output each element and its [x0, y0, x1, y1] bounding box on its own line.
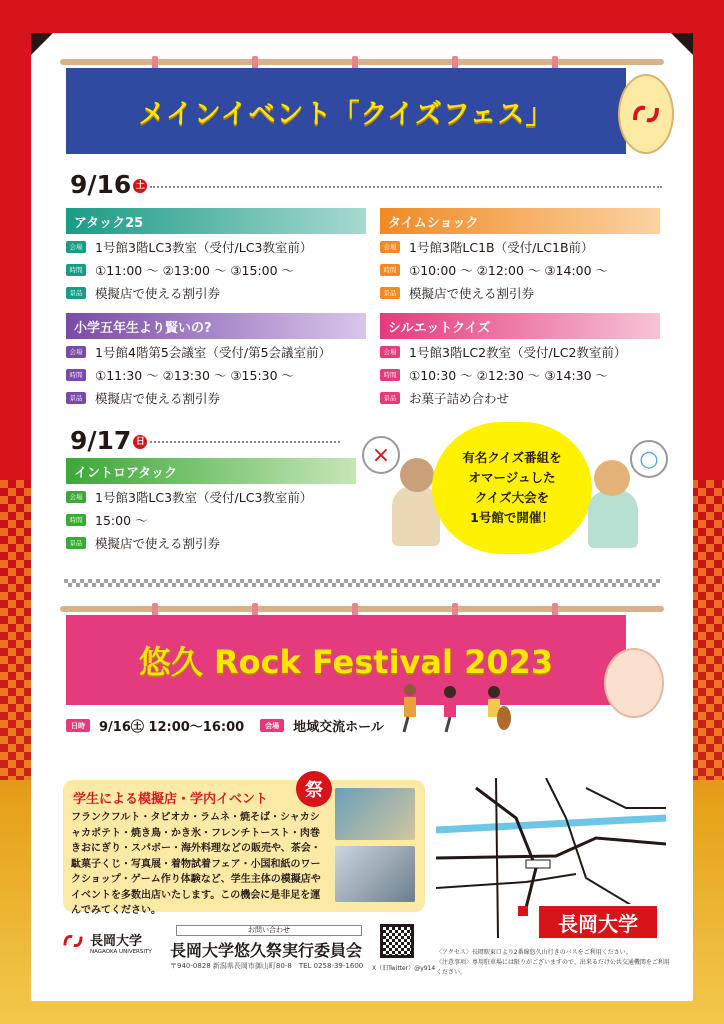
x-handle: X（旧Twitter）@y914: [372, 965, 436, 972]
event-prize: 模擬店で使える割引券: [95, 285, 221, 301]
promo-bubble: 有名クイズ番組を オマージュした クイズ大会を 1号館で開催！: [432, 422, 592, 554]
time-tag: 時間: [66, 369, 86, 381]
contact-label: お問い合わせ: [176, 925, 362, 936]
event-time: ①10:00 ～ ②12:00 ～ ③14:00 ～: [409, 262, 609, 278]
rock-title: 悠久 Rock Festival 2023: [138, 643, 554, 681]
logo-name: 長岡大学: [90, 934, 143, 949]
event-card-silhouette: [380, 313, 660, 408]
okame-mask-icon: [604, 648, 664, 718]
event-prize: お菓子詰め合わせ: [409, 390, 510, 406]
rock-info: [66, 716, 384, 735]
stall-photo-1: [335, 788, 415, 840]
event-title: タイムショック: [388, 215, 479, 231]
rock-date: 9/16㊏ 12:00～16:00: [99, 720, 245, 735]
time-tag: 時間: [380, 369, 400, 381]
qr-code-icon[interactable]: [380, 924, 414, 958]
event-title: イントロアタック: [74, 465, 178, 481]
stalls-title: 学生による模擬店・学内イベント: [73, 792, 269, 807]
correct-sign-icon: ○: [630, 440, 668, 478]
event-card-fifthgrader: [66, 313, 366, 408]
event-venue: 1号館3階LC1B（受付/LC1B前）: [409, 239, 594, 255]
event-venue: 1号館3階LC3教室（受付/LC3教室前）: [95, 239, 313, 255]
quiz-title: メインイベント「クイズフェス」: [138, 98, 554, 130]
venue-tag: 会場: [260, 719, 284, 732]
event-card-intro: [66, 458, 356, 553]
prize-tag: 景品: [380, 287, 400, 299]
venue-tag: 会場: [380, 346, 400, 358]
divider-dots: [150, 186, 662, 188]
person-right-head: [594, 460, 630, 496]
prize-tag: 景品: [66, 537, 86, 549]
corner-tr: [671, 33, 693, 55]
venue-tag: 会場: [66, 491, 86, 503]
stalls-body: フランクフルト・タピオカ・ラムネ・焼そば・シャカシャカポテト・焼き鳥・かき氷・フレンチトースト・肉巻きおにぎり・スパボー・海外料理などの販売や、茶会・駄菓子くじ・写真展・着物試着フェア・小国和紙のワークショップ・ゲーム作り体験など、学生主体の模擬店やイベントを多数出店いたします。この機会に是非足を運んでみてください。: [71, 812, 321, 916]
date-tag: 日時: [66, 719, 90, 732]
access-notes: 〈アクセス〉長岡駅東口より2番線悠久山行きのバスをご利用ください。 〈注意事項〉専用駐車場には限りがございますので、出来るだけ公共交通機関をご利用ください。: [436, 949, 670, 976]
time-tag: 時間: [380, 264, 400, 276]
band-illustration: [398, 682, 528, 734]
date-day2: 9/17 日: [70, 426, 147, 455]
time-tag: 時間: [66, 264, 86, 276]
contact-name: 長岡大学悠久祭実行委員会: [170, 941, 363, 960]
time-tag: 時間: [66, 514, 86, 526]
quiz-banner: [66, 68, 626, 154]
event-time: ①11:30 ～ ②13:30 ～ ③15:30 ～: [95, 367, 295, 383]
event-title: 小学五年生より賢いの?: [74, 320, 212, 336]
corner-tl: [31, 33, 53, 55]
event-time: ①11:00 ～ ②13:00 ～ ③15:00 ～: [95, 262, 295, 278]
venue-tag: 会場: [66, 241, 86, 253]
event-venue: 1号館4階第5会議室（受付/第5会議室前）: [95, 344, 332, 360]
logo-en: NAGAOKA UNIVERSITY: [90, 949, 152, 955]
event-venue: 1号館3階LC3教室（受付/LC3教室前）: [95, 489, 313, 505]
prize-tag: 景品: [66, 287, 86, 299]
event-prize: 模擬店で使える割引券: [95, 535, 221, 551]
festival-badge-icon: 祭: [296, 771, 332, 807]
venue-tag: 会場: [380, 241, 400, 253]
checker-left: [0, 480, 34, 780]
date-day1: 9/16 土: [70, 170, 147, 199]
prize-tag: 景品: [380, 392, 400, 404]
university-logo-icon: [62, 931, 84, 955]
section-separator: [64, 579, 660, 587]
prize-tag: 景品: [66, 392, 86, 404]
lantern-icon: [618, 74, 674, 154]
stall-photo-2: [335, 846, 415, 902]
person-right-illustration: [588, 490, 638, 548]
contact-address: 〒940-0828 新潟県長岡市御山町80-8 TEL 0258-39-1600: [170, 962, 364, 970]
event-title: シルエットクイズ: [388, 320, 491, 336]
checker-right: [690, 480, 724, 780]
wrong-sign-icon: ×: [362, 436, 400, 474]
person-left-head: [400, 458, 434, 492]
divider-dots: [150, 441, 340, 443]
event-prize: 模擬店で使える割引券: [409, 285, 535, 301]
venue-tag: 会場: [66, 346, 86, 358]
event-time: 15:00 ～: [95, 512, 148, 528]
rock-venue: 地域交流ホール: [293, 720, 384, 735]
event-card-timeshock: [380, 208, 660, 303]
banner-rod: [60, 59, 664, 65]
banner-rod: [60, 606, 664, 612]
rock-banner: [66, 615, 626, 705]
event-prize: 模擬店で使える割引券: [95, 390, 221, 406]
university-map-label: 長岡大学: [537, 904, 659, 940]
event-title: アタック25: [74, 215, 144, 231]
stalls-box: [63, 780, 425, 916]
event-time: ①10:30 ～ ②12:30 ～ ③14:30 ～: [409, 367, 609, 383]
event-card-attack25: [66, 208, 366, 303]
university-logo: [62, 930, 152, 955]
event-venue: 1号館3階LC2教室（受付/LC2教室前）: [409, 344, 627, 360]
